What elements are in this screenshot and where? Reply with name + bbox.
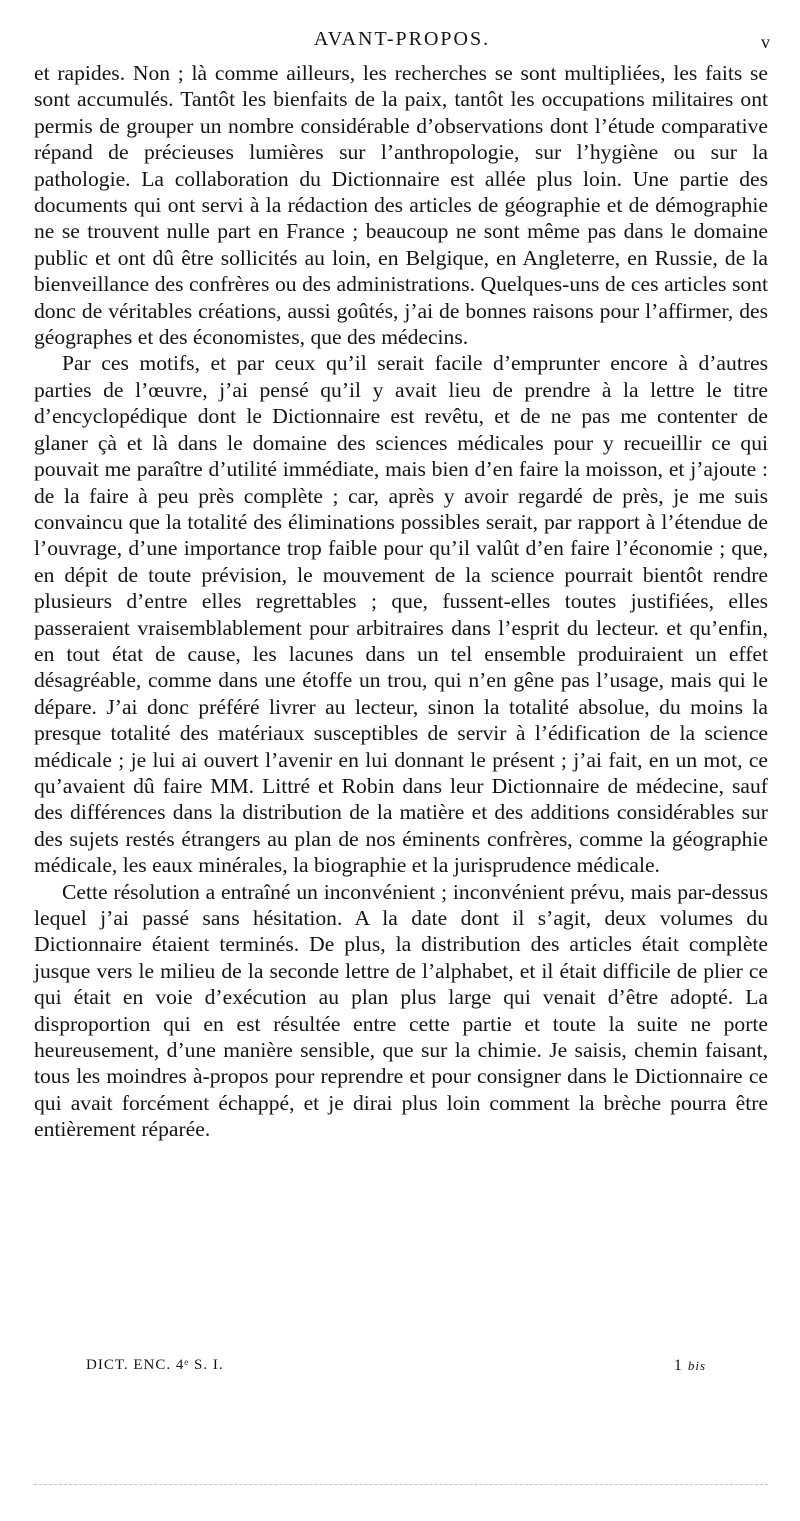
signature-sheet-bis: bis <box>687 1358 706 1373</box>
page-number: v <box>761 32 770 52</box>
printer-signature <box>86 1357 706 1381</box>
running-head <box>34 28 770 58</box>
signature-sheet <box>674 1357 706 1375</box>
paragraph-2: Par ces motifs, et par ceux qu’il serait facile d’emprunter encore à d’autres parties de l’œuvre, j’ai pensé qu’il y avait lieu de prendre à la lettre le titre d’encyclopédique dont le Dictionnaire est revêtu, et de ne pas me contenter de glaner çà et là dans le domaine des sciences médicales pour y recueillir ce qui pouvait me paraître d’utilité immédiate, mais bien d’en faire la moisson, et j’ajoute : de la faire à peu près complète ; car, après y avoir regardé de près, je me suis convaincu que la totalité des éliminations possibles serait, par rapport à l’étendue de l’ouvrage, d’une importance trop faible pour qu’il valût d’en faire l’économie ; que, en dépit de toute prévision, le mouvement de la science pourrait bientôt rendre plusieurs d’entre elles regrettables ; que, fussent-elles toutes justifiées, elles passeraient vraisemblablement pour arbitraires dans l’esprit du lecteur. et qu’enfin, en tout état de cause, les lacunes dans un tel ensemble produiraient un effet désagréable, comme dans une étoffe un trou, qui n’en gêne pas l’usage, mais qui le dépare. J’ai donc préféré livrer au lecteur, sinon la totalité absolue, du moins la presque totalité des matériaux susceptibles de servir à l’édification de la science médicale ; je lui ai ouvert l’avenir en lui donnant le présent ; j’ai fait, en un mot, ce qu’avaient dû faire MM. Littré et Robin dans leur Dictionnaire de médecine, sauf des différences dans la distribution de la matière et des additions considérables sur des sujets restés étrangers au plan de nos éminents confrères, comme la géographie médicale, les eaux minérales, la biographie et la jurisprudence médicale. <box>34 351 768 878</box>
paragraph-1: et rapides. Non ; là comme ailleurs, les recherches se sont multipliées, les faits se sont accumulés. Tantôt les bienfaits de la paix, tantôt les occupations militaires ont permis de grouper un nombre considérable d’observations dont l’étude comparative répand de précieuses lumières sur l’anthropologie, sur l’hygiène ou sur la pathologie. La collaboration du Dictionnaire est allée plus loin. Une partie des documents qui ont servi à la rédaction des articles de géographie et de démographie ne se trouvent nulle part en France ; beaucoup ne sont même pas dans le domaine public et ont dû être sollicités au loin, en Belgique, en Angleterre, en Russie, de la bienveillance des confrères ou des administrations. Quelques-uns de ces articles sont donc de véritables créations, aussi goûtés, j’ai de bonnes raisons pour l’affirmer, des géographes et des économistes, que des médecins. <box>34 61 768 350</box>
signature-sheet-number: 1 <box>673 1357 683 1374</box>
body-text <box>34 60 768 1143</box>
running-title: AVANT-PROPOS. <box>313 28 491 50</box>
signature-mark: DICT. ENC. 4ᵉ S. I. <box>86 1357 224 1373</box>
paragraph-3: Cette résolution a entraîné un inconvénient ; inconvénient prévu, mais par-dessus lequel j’ai passé sans hésitation. A la date dont il s’agit, deux volumes du Dictionnaire étaient terminés. De plus, la distribution des articles était complète jusque vers le milieu de la seconde lettre de l’alphabet, et il était difficile de plier ce qui était en voie d’exécution au plan plus large qui venait d’être adopté. La disproportion qui en est résultée entre cette partie et toute la suite ne porte heureusement, d’une manière sensible, que sur la chimie. Je saisis, chemin faisant, tous les moindres à-propos pour reprendre et pour consigner dans le Dictionnaire ce qui avait forcément échappé, et je dirai plus loin comment la brèche pourra être entièrement réparée. <box>34 879 768 1142</box>
bottom-rule <box>34 1484 768 1487</box>
